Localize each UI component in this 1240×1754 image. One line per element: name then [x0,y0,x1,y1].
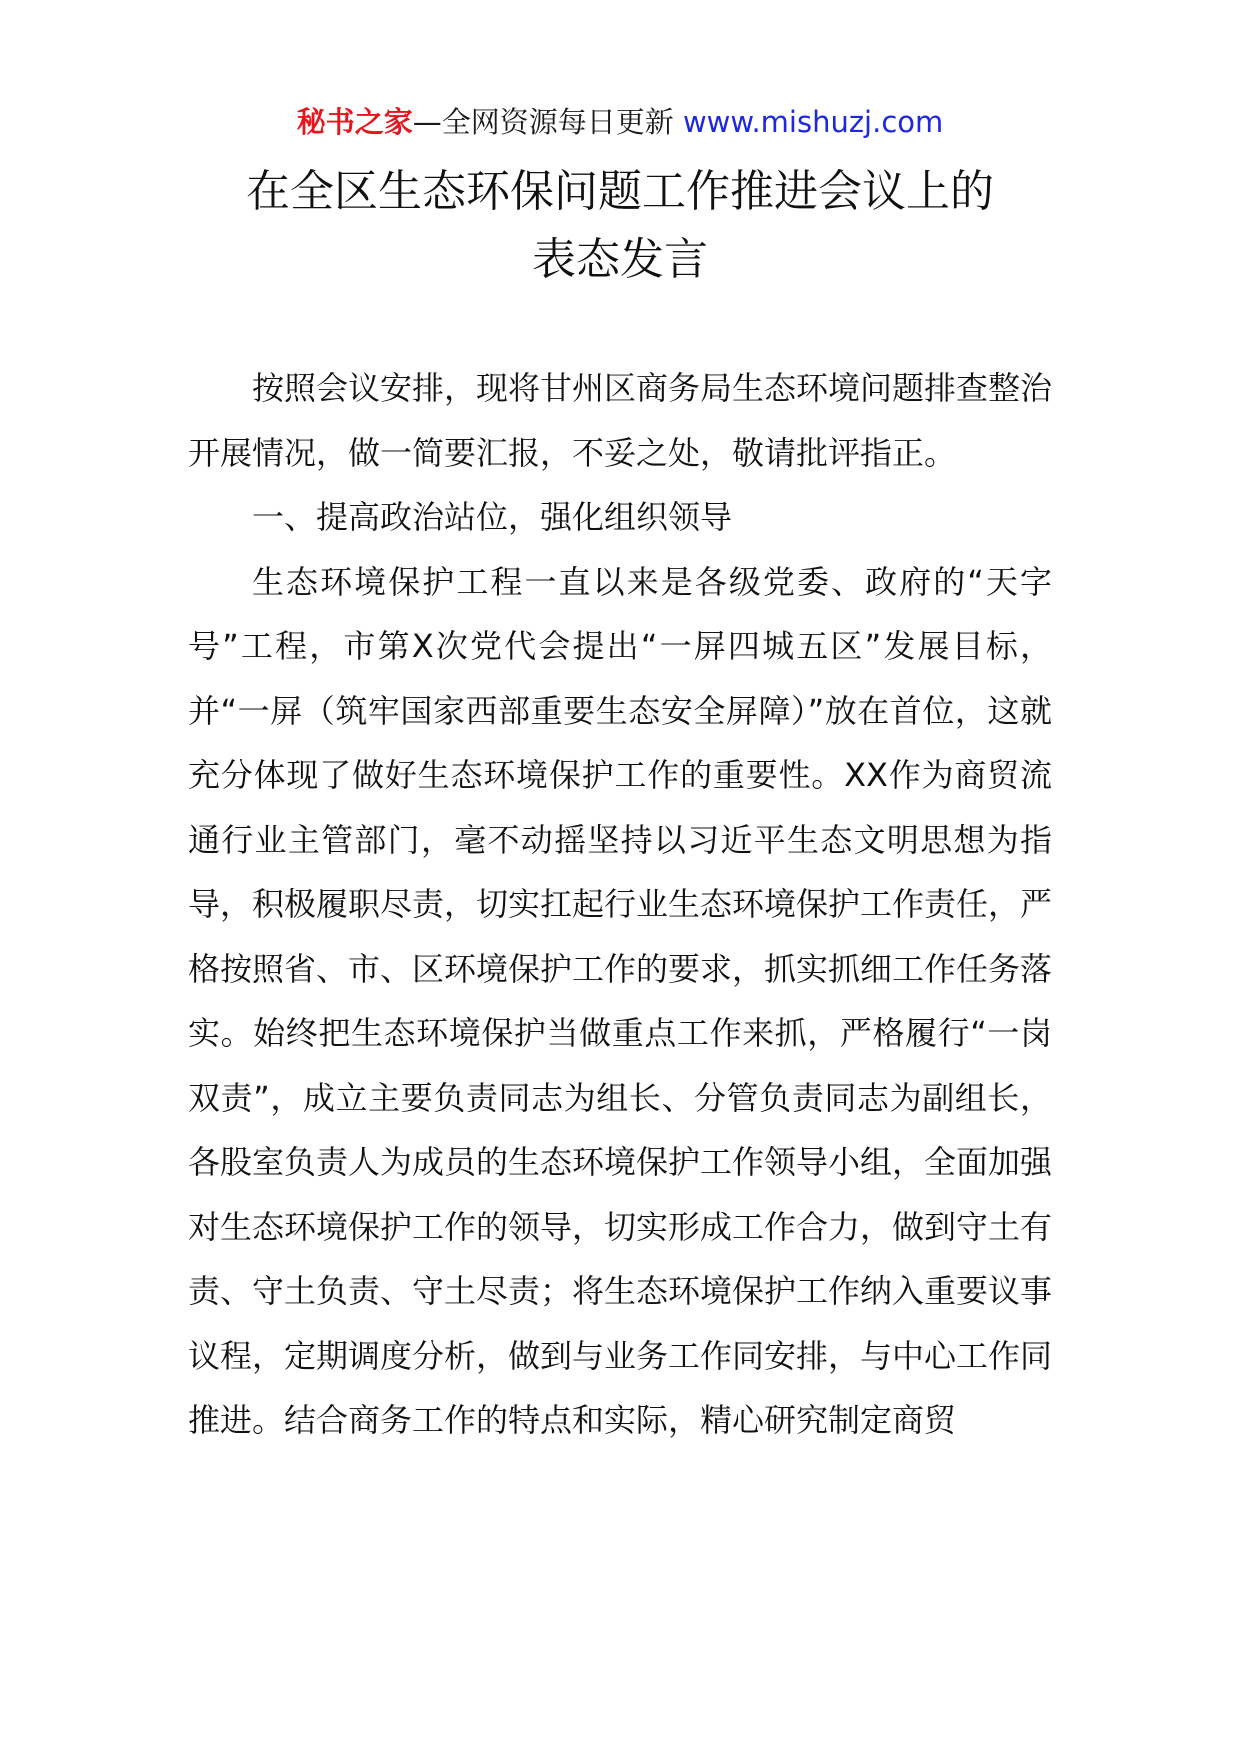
document-body [188,356,1052,1453]
site-banner [0,100,1240,144]
section-1-paragraph: 生态环境保护工程一直以来是各级党委、政府的“天字号”工程，市第Ⅹ次党代会提出“一屏四城五区”发展目标，并“一屏（筑牢国家西部重要生态安全屏障）”放在首位，这就充分体现了做好生态环境保护工作的重要性。XX作为商贸流通行业主管部门，毫不动摇坚持以习近平生态文明思想为指导，积极履职尽责，切实扛起行业生态环境保护工作责任，严格按照省、市、区环境保护工作的要求，抓实抓细工作任务落实。始终把生态环境保护当做重点工作来抓，严格履行“一岗双责”，成立主要负责同志为组长、分管负责同志为副组长，各股室负责人为成员的生态环境保护工作领导小组，全面加强对生态环境保护工作的领导，切实形成工作合力，做到守土有责、守土负责、守土尽责；将生态环境保护工作纳入重要议事议程，定期调度分析，做到与业务工作同安排，与中心工作同推进。结合商务工作的特点和实际，精心研究制定商贸 [188,562,1053,1439]
intro-paragraph: 按照会议安排，现将甘州区商务局生态环境问题排查整治开展情况，做一简要汇报，不妥之处，敬请批评指正。 [188,369,1053,472]
site-url-link[interactable]: www.mishuzj.com [682,105,944,139]
brand-name: 秘书之家 [296,105,413,139]
document-title-line-2: 表态发言 [532,234,708,285]
section-1-heading: 一、提高政治站位，强化组织领导 [252,498,733,536]
banner-slogan: —全网资源每日更新 [412,105,674,139]
document-title-line-1: 在全区生态环保问题工作推进会议上的 [246,166,994,217]
